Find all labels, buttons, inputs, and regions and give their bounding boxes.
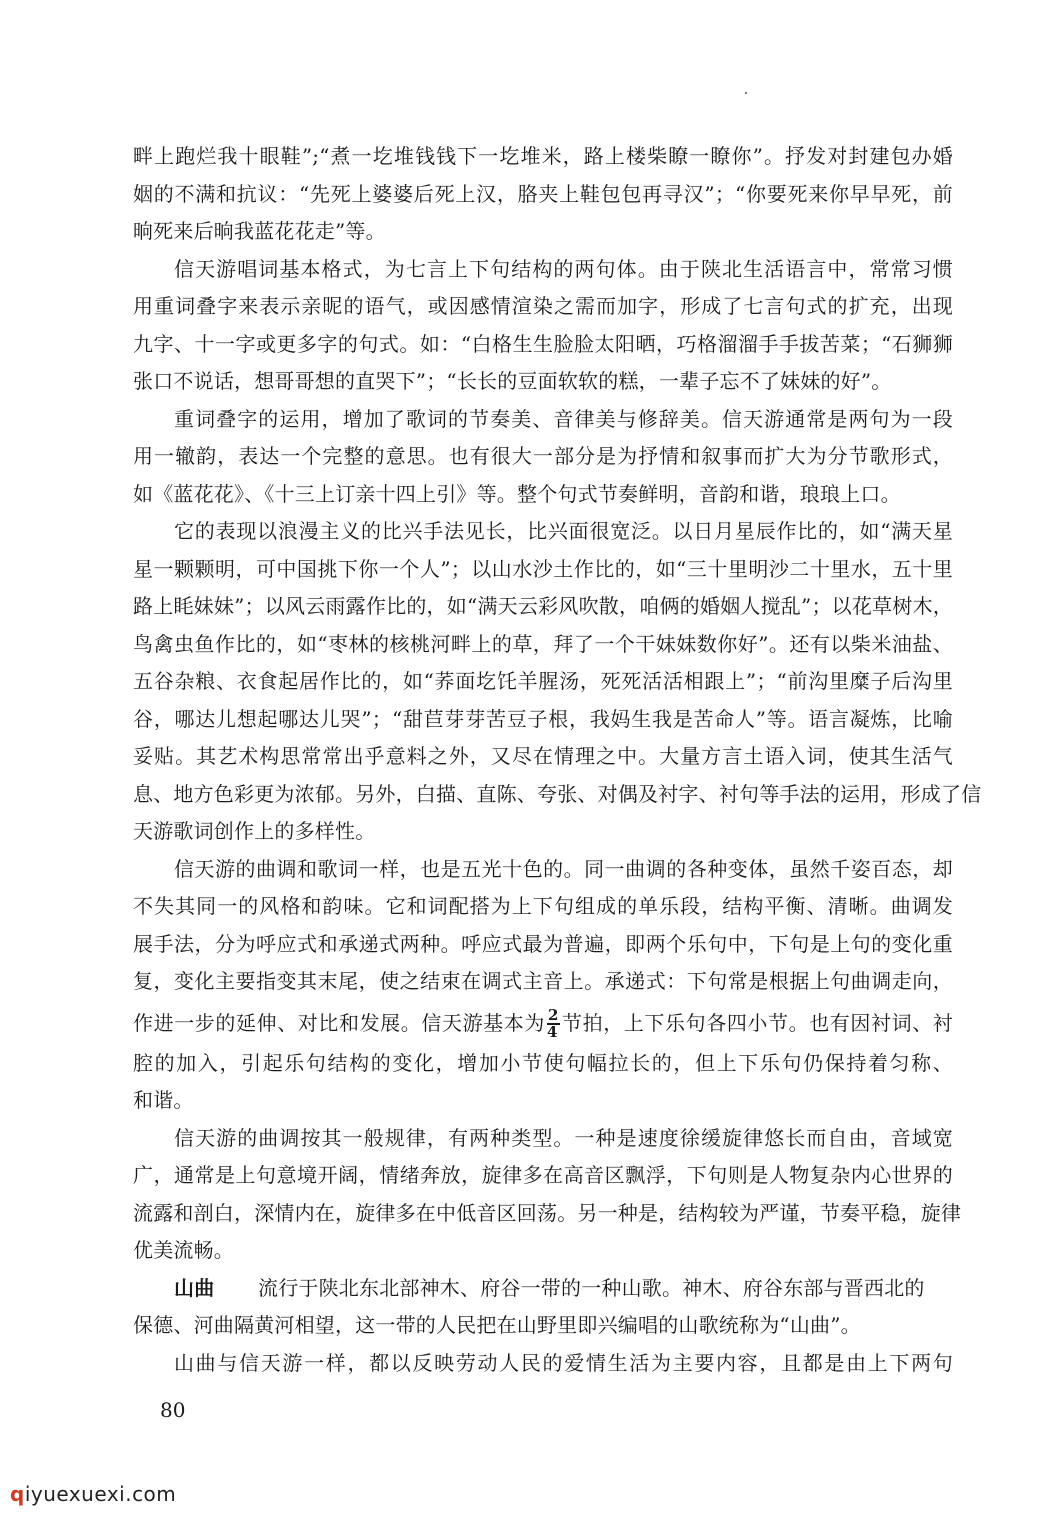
- text-line: 不失其同一的风格和韵味。它和词配搭为上下句组成的单乐段，结构平衡、清晰。曲调发: [133, 894, 953, 918]
- body-text: [133, 138, 982, 1382]
- text-line: 用一辙韵，表达一个完整的意思。也有很大一部分是为抒情和叙事而扩大为分节歌形式，: [133, 444, 953, 468]
- text-line: 重词叠字的运用，增加了歌词的节奏美、音律美与修辞美。信天游通常是两句为一段: [174, 406, 953, 431]
- watermark-logo-letter: q: [10, 1482, 25, 1506]
- text-line: 如《蓝花花》、《十三上订亲十四上引》等。整个句式节奏鲜明，音韵和谐，琅琅上口。: [133, 481, 901, 506]
- text-line: 它的表现以浪漫主义的比兴手法见长，比兴面很宽泛。以日月星辰作比的，如“满天星: [174, 519, 953, 543]
- text-segment: 节拍，上下乐句各四小节。也有因衬词、衬: [561, 1010, 953, 1035]
- entry-line: [133, 1270, 953, 1308]
- entry-term: 山曲: [174, 1275, 215, 1300]
- text-segment: 作进一步的延伸、对比和发展。信天游基本为: [133, 1010, 545, 1035]
- text-line: 优美流畅。: [133, 1238, 234, 1262]
- time-signature-denominator: 4: [546, 1023, 558, 1041]
- time-signature: [547, 1008, 560, 1040]
- text-line: 姻的不满和抗议：“先死上婆婆后死上汉，胳夹上鞋包包再寻汉”；“你要死来你早早死，前: [133, 181, 953, 206]
- watermark: [10, 1482, 176, 1506]
- text-line: 信天游唱词基本格式，为七言上下句结构的两句体。由于陕北生活语言中，常常习惯: [174, 256, 953, 281]
- text-line: 息、地方色彩更为浓郁。另外，白描、直陈、夸张、对偶及衬字、衬句等手法的运用，形成了信: [133, 781, 982, 806]
- page-number: 80: [160, 1398, 186, 1422]
- text-line: 九字、十一字或更多字的句式。如：“白格生生脸脸太阳晒，巧格溜溜手手拔苦菜；“石狮狮: [133, 331, 953, 356]
- text-line: 和谐。: [133, 1088, 194, 1112]
- text-line-with-fraction: [133, 1001, 953, 1045]
- entry-definition: 流行于陕北东北部神木、府谷一带的一种山歌。神木、府谷东部与晋西北的: [258, 1275, 925, 1300]
- text-line: 谷，哪达儿想起哪达儿哭”；“甜苣芽芽苦豆子根，我妈生我是苦命人”等。语言凝炼，比喻: [133, 706, 953, 731]
- text-line: 晌死来后晌我蓝花花走”等。: [133, 219, 386, 243]
- text-line: 腔的加入，引起乐句结构的变化，增加小节使句幅拉长的，但上下乐句仍保持着匀称、: [133, 1050, 953, 1075]
- scan-speck: [745, 92, 747, 94]
- text-line: 五谷杂粮、衣食起居作比的，如“荞面圪饦羊腥汤，死死活活相跟上”；“前沟里糜子后沟里: [133, 669, 953, 693]
- watermark-domain: iyuexuexi.com: [24, 1482, 177, 1506]
- text-line: 鸟禽虫鱼作比的，如“枣林的核桃河畔上的草，拜了一个干妹妹数你好”。还有以柴米油盐、: [133, 631, 953, 656]
- text-line: 畔上跑烂我十眼鞋”;“煮一圪堆钱钱下一圪堆米，路上楼柴瞭一瞭你”。抒发对封建包办婚: [133, 144, 953, 168]
- text-line: 星一颗颗明，可中国挑下你一个人”；以山水沙土作比的，如“三十里明沙二十里水，五十里: [133, 556, 953, 581]
- text-line: 流露和剖白，深情内在，旋律多在中低音区回荡。另一种是，结构较为严谨，节奏平稳，旋律: [133, 1200, 962, 1225]
- text-line: 张口不说话，想哥哥想的直哭下”；“长长的豆面软软的糕，一辈子忘不了妹妹的好”。: [133, 369, 892, 393]
- text-line: 展手法，分为呼应式和承递式两种。呼应式最为普遍，即两个乐句中，下句是上句的变化重: [133, 931, 953, 956]
- text-line: 信天游的曲调和歌词一样，也是五光十色的。同一曲调的各种变体，虽然千姿百态，却: [174, 856, 953, 881]
- time-signature-numerator: 2: [547, 1006, 559, 1024]
- text-line: 山曲与信天游一样，都以反映劳动人民的爱情生活为主要内容，且都是由上下两句: [174, 1350, 953, 1375]
- text-line: 复，变化主要指变其末尾，使之结束在调式主音上。承递式：下句常是根据上句曲调走向，: [133, 969, 953, 993]
- text-line: 广，通常是上句意境开阔，情绪奔放，旋律多在高音区飘浮，下句则是人物复杂内心世界的: [133, 1163, 953, 1187]
- text-line: 用重词叠字来表示亲昵的语气，或因感情渲染之需而加字，形成了七言句式的扩充，出现: [133, 294, 953, 318]
- text-line: 天游歌词创作上的多样性。: [133, 819, 376, 843]
- text-line: 保德、河曲隔黄河相望，这一带的人民把在山野里即兴编唱的山歌统称为“山曲”。: [133, 1313, 861, 1337]
- text-line: 妥贴。其艺术构思常常出乎意料之外，又尽在情理之中。大量方言土语入词，使其生活气: [133, 744, 953, 768]
- text-line: 路上眊妹妹”；以风云雨露作比的，如“满天云彩风吹散，咱俩的婚姻人搅乱”；以花草树木，: [133, 594, 953, 618]
- text-line: 信天游的曲调按其一般规律，有两种类型。一种是速度徐缓旋律悠长而自由，音域宽: [174, 1125, 953, 1150]
